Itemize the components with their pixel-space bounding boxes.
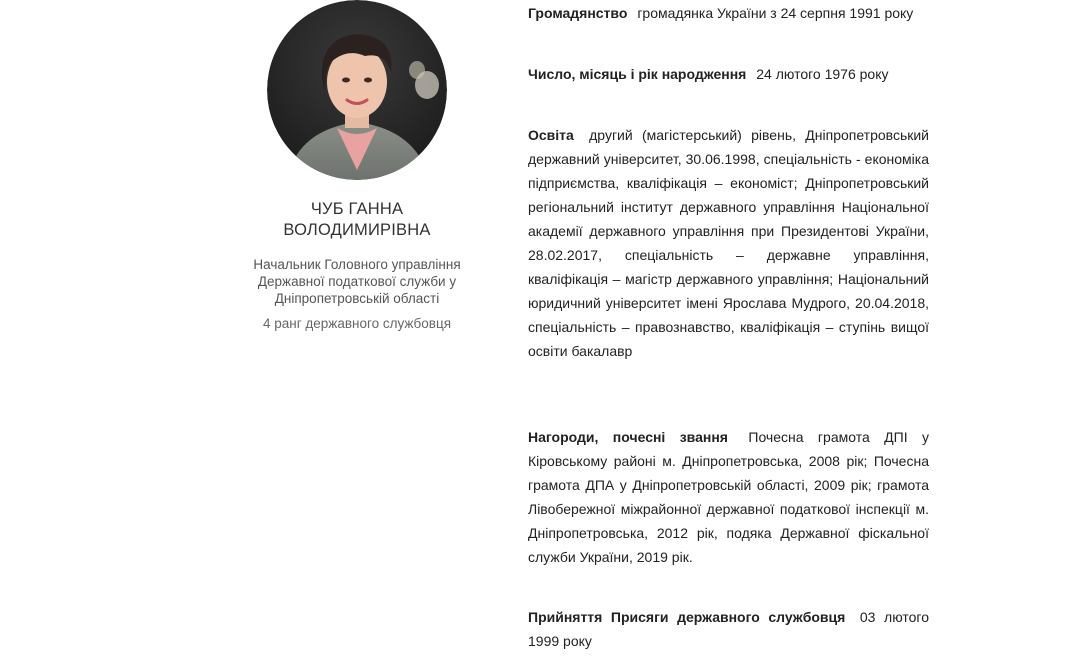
birth-date-field xyxy=(528,62,929,86)
education-label: Освіта xyxy=(528,127,574,143)
citizenship-value: громадянка України з 24 серпня 1991 року xyxy=(637,5,914,21)
education-value: другий (магістерський) рівень, Дніпропетровський державний університет, 30.06.1998, спеціальність - економіка підприємства, кваліфікація – економіст; Дніпропетровський регіональний інститут державного управління Національної академії державного управління при Президентові України, 28.02.2017, спеціальність – державне управління, кваліфікація – магістр державного управління; Національний юридичний університет імені Ярослава Мудрого, 20.04.2018, спеціальність – правознавство, кваліфікація – ступінь вищої освіти бакалавр xyxy=(528,127,930,359)
oath-value: 03 лютого 1999 року xyxy=(528,609,930,649)
education-field xyxy=(528,123,929,363)
citizenship-field xyxy=(528,1,929,25)
job-position: Начальник Головного управління Державної податкової служби у Дніпропетровській області xyxy=(253,257,461,306)
oath-field xyxy=(528,605,929,653)
awards-field xyxy=(528,425,929,569)
profile-card xyxy=(237,0,477,332)
oath-label: Прийняття Присяги державного службовця xyxy=(528,609,846,625)
person-name-line-2: ВОЛОДИМИРІВНА xyxy=(283,221,431,239)
awards-label: Нагороди, почесні звання xyxy=(528,429,728,445)
person-name-line-1: ЧУБ ГАННА xyxy=(310,200,404,218)
birth-date-label: Число, місяць і рік народження xyxy=(528,66,747,82)
person-name xyxy=(237,199,477,241)
awards-value: Почесна грамота ДПІ у Кіровському районі м. Дніпропетровська, 2008 рік; Почесна грамота ДПА у Дніпропетровській області, 2009 рік; грамота Лівобережної міжрайонної державної податкової інспекції м. Дніпропетровська, 2012 рік, подяка Державної фіскальної служби України, 2019 рік. xyxy=(528,429,929,565)
birth-date-value: 24 лютого 1976 року xyxy=(756,66,889,82)
civil-service-rank: 4 ранг державного службовця xyxy=(262,316,452,331)
citizenship-label: Громадянство xyxy=(528,5,628,21)
profile-photo xyxy=(267,0,447,180)
